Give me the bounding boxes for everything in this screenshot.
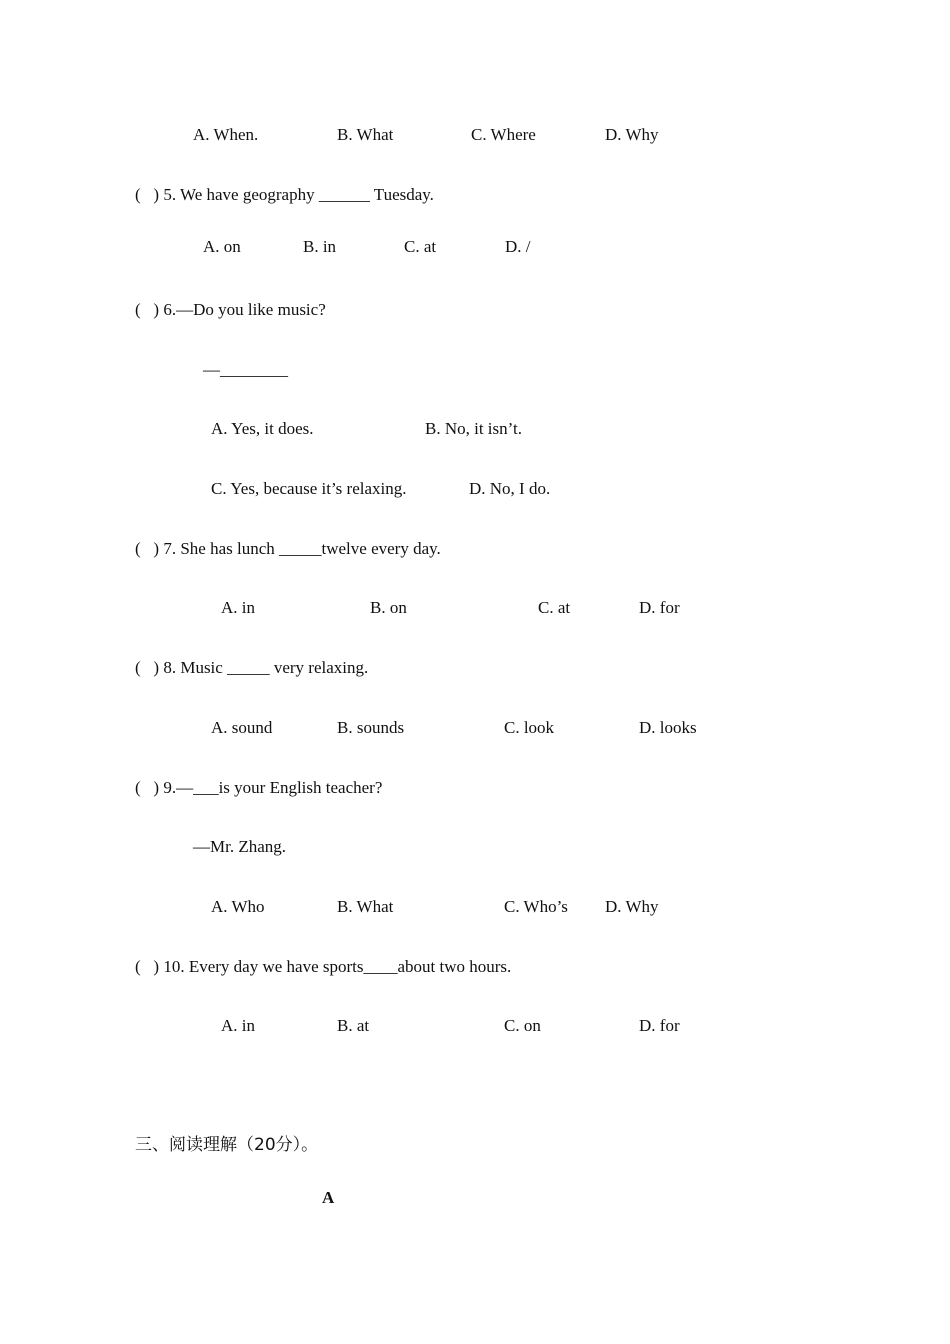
q9-reply: —Mr. Zhang. (193, 837, 287, 856)
q7-stem: ( ) 7. She has lunch _____twelve every day. (135, 539, 441, 558)
q8-option-c: C. look (504, 718, 555, 737)
q7-option-c: C. at (538, 598, 571, 617)
q4-option-c: C. Where (471, 125, 536, 144)
q5-stem: ( ) 5. We have geography ______ Tuesday. (135, 185, 434, 204)
q8-option-d: D. looks (639, 718, 697, 737)
q10-option-b: B. at (337, 1016, 370, 1035)
passage-label: A (322, 1188, 335, 1207)
q4-option-d: D. Why (605, 125, 659, 144)
q10-option-d: D. for (639, 1016, 680, 1035)
q5-option-d: D. / (505, 237, 531, 256)
q6-option-d: D. No, I do. (469, 479, 551, 498)
q9-option-d: D. Why (605, 897, 659, 916)
q8-option-b: B. sounds (337, 718, 405, 737)
q8-option-a: A. sound (211, 718, 273, 737)
q10-option-c: C. on (504, 1016, 541, 1035)
q7-option-d: D. for (639, 598, 680, 617)
q6-option-b: B. No, it isn’t. (425, 419, 522, 438)
section-3-heading: 三、阅读理解（20分）。 (135, 1135, 319, 1155)
q8-stem: ( ) 8. Music _____ very relaxing. (135, 658, 369, 677)
q9-option-c: C. Who’s (504, 897, 568, 916)
q9-option-a: A. Who (211, 897, 265, 916)
q4-option-b: B. What (337, 125, 394, 144)
q10-option-a: A. in (221, 1016, 255, 1035)
q5-option-c: C. at (404, 237, 437, 256)
q5-option-b: B. in (303, 237, 337, 256)
q9-option-b: B. What (337, 897, 394, 916)
q7-option-a: A. in (221, 598, 255, 617)
q9-stem: ( ) 9.—___is your English teacher? (135, 778, 383, 797)
q6-option-a: A. Yes, it does. (211, 419, 314, 438)
q7-option-b: B. on (370, 598, 407, 617)
q6-answer-line: —________ (203, 360, 288, 379)
q5-option-a: A. on (203, 237, 241, 256)
q6-stem: ( ) 6.—Do you like music? (135, 300, 326, 319)
q6-option-c: C. Yes, because it’s relaxing. (211, 479, 407, 498)
q10-stem: ( ) 10. Every day we have sports____about two hours. (135, 957, 512, 976)
q4-option-a: A. When. (193, 125, 259, 144)
